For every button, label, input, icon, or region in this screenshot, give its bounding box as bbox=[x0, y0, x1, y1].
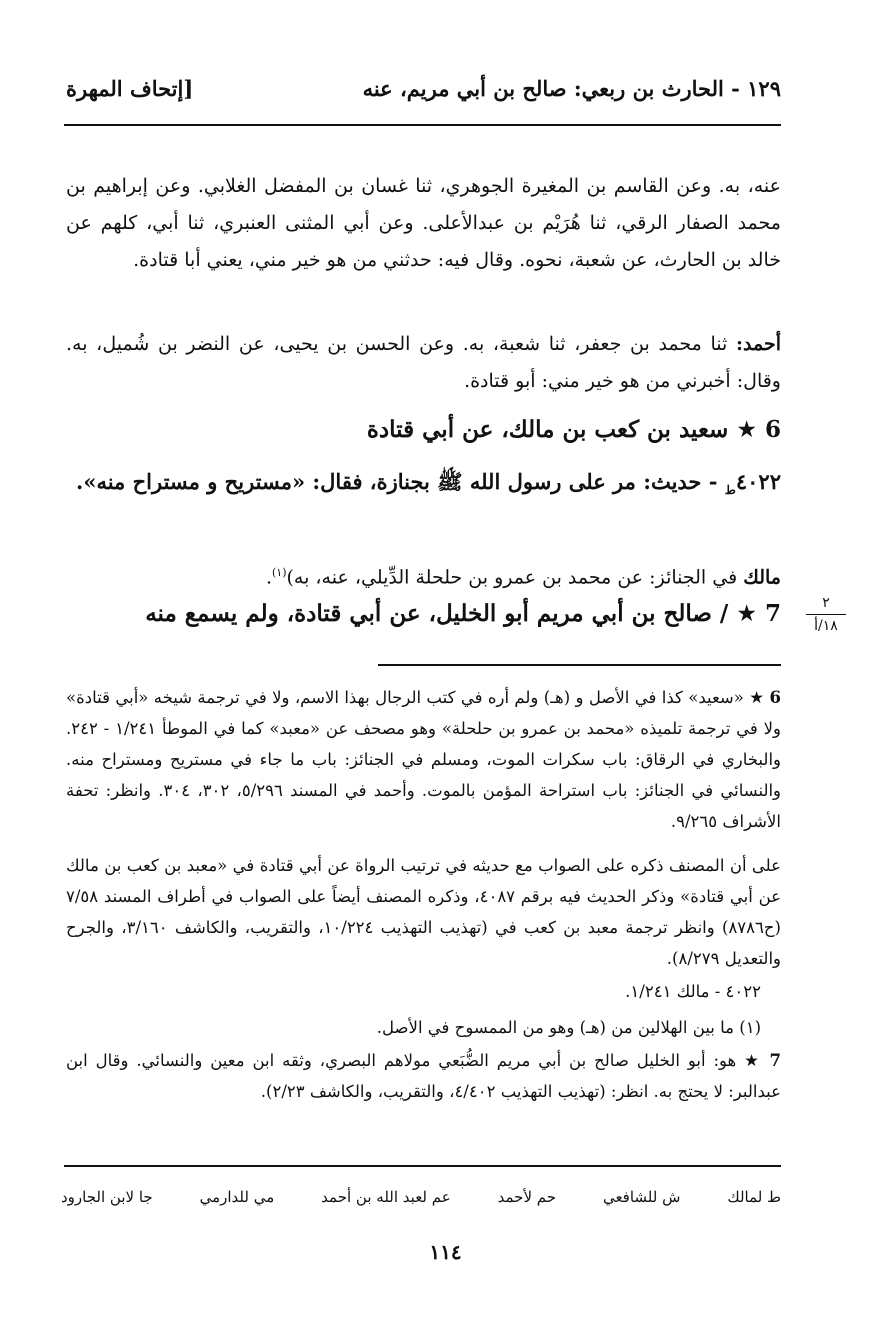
abbr-item: ط لمالك bbox=[727, 1188, 781, 1206]
abbreviation-rule bbox=[64, 1165, 781, 1167]
footnote-7 bbox=[66, 1045, 781, 1107]
manuscript-folio-note bbox=[806, 594, 846, 635]
narrator-number: 7 bbox=[764, 600, 781, 627]
page-number: ١١٤ bbox=[429, 1240, 462, 1264]
star-icon: ★ bbox=[736, 601, 757, 627]
narrator-title: سعيد بن كعب بن مالك، عن أبي قتادة bbox=[366, 416, 729, 443]
abbr-item: ش للشافعي bbox=[602, 1188, 681, 1206]
source-mark: ط bbox=[724, 483, 736, 498]
footnote-text: هو: أبو الخليل صالح بن أبي مريم الضُّبَعي مولاهم البصري، وثقه ابن معين والنسائي. وقال ابن عبدالبر: لا يحتج به. انظر: (تهذيب التهذيب ٤/٤٠٢، والتقريب، والكاشف ٢/٢٣). bbox=[66, 1051, 781, 1101]
paragraph-malik bbox=[66, 554, 781, 596]
footnote-rule bbox=[378, 664, 781, 666]
abbr-item: جا لابن الجارود bbox=[61, 1188, 153, 1206]
running-header-title: ١٢٩ - الحارث بن ربعي: صالح بن أبي مريم، عنه bbox=[362, 76, 781, 101]
footnote-text: «سعيد» كذا في الأصل و (هـ) ولم أره في كتب الرجال بهذا الاسم، ولا في ترجمة شيخه «أبي قتادة» ولا في ترجمة تلميذه «محمد بن عمرو بن حلحلة» وهو مصحف عن «معبد» كما في الموطأ ١/٢٤١ - ٢٤٢. والبخاري في الرقاق: باب سكرات الموت، ومسلم في الجنائز: باب ما جاء في مستريح ومستراح منه. والنسائي في الجنائز: باب استراحة المؤمن بالموت. وأحمد في المسند ٥/٢٩٦، ٣٠٢، ٣٠٤. وانظر: تحفة الأشراف ٩/٢٦٥. bbox=[66, 688, 782, 831]
running-header-book: [إتحاف المهرة bbox=[66, 76, 194, 101]
folio-slash: / bbox=[719, 600, 729, 627]
abbr-item: حم لأحمد bbox=[497, 1188, 557, 1206]
narrator-heading-6 bbox=[66, 410, 781, 450]
abbr-item: مي للدارمي bbox=[199, 1188, 275, 1206]
footnote-1: (١) ما بين الهلالين من (هـ) وهو من الممسوح في الأصل. bbox=[376, 1018, 761, 1037]
narrator-title: صالح بن أبي مريم أبو الخليل، عن أبي قتادة، ولم يسمع منه bbox=[145, 600, 712, 627]
paragraph-malik-text: في الجنائز: عن محمد بن عمرو بن حلحلة الدِّيلي، عنه، به) bbox=[286, 566, 738, 589]
hadith-text: - حديث: مر على رسول الله ﷺ بجنازة، فقال: «مستريح و مستراح منه». bbox=[76, 469, 718, 494]
footnote-6 bbox=[66, 682, 781, 837]
star-icon: ★ bbox=[744, 1051, 762, 1070]
abbr-item: عم لعبد الله بن أحمد bbox=[321, 1188, 451, 1206]
footnote-number: 7 bbox=[769, 1051, 782, 1070]
abbreviation-key bbox=[61, 1188, 781, 1206]
footnote-number: 6 bbox=[769, 688, 781, 707]
star-icon: ★ bbox=[749, 688, 765, 707]
footnote-4022: ٤٠٢٢ - مالك ١/٢٤١. bbox=[625, 982, 761, 1001]
folio-number: ١٨/أ bbox=[814, 618, 838, 634]
folio-volume: ٢ bbox=[822, 595, 830, 611]
footnote-6-continued: على أن المصنف ذكره على الصواب مع حديثه في ترتيب الرواة عن أبي قتادة في «معبد بن كعب بن مالك عن أبي قتادة» وذكر الحديث فيه برقم ٤٠٨٧، وذكره المصنف أيضاً على الصواب في أطراف المسند ٧/٥٨ (ح٨٧٨٦) وانظر ترجمة معبد بن كعب في (تهذيب التهذيب ١٠/٢٢٤، والتقريب، والكاشف ٣/١٦٠، والجرح والتعديل ٨/٢٧٩). bbox=[66, 856, 781, 968]
paragraph-chains: عنه، به. وعن القاسم بن المغيرة الجوهري، ثنا غسان بن المفضل الغلابي. وعن إبراهيم بن محمد الصفار الرقي، ثنا هُرَيْم بن عبدالأعلى. وعن أبي المثنى العنبري، ثنا أبي، كلهم عن خالد بن الحارث، عن شعبة، نحوه. وقال فيه: حدثني من هو خير مني، يعني أبا قتادة. bbox=[66, 175, 781, 271]
header-rule bbox=[64, 124, 781, 126]
source-name-malik: مالك bbox=[743, 566, 781, 589]
folio-divider bbox=[806, 614, 846, 615]
paragraph-ahmad-text: ثنا محمد بن جعفر، ثنا شعبة، به. وعن الحسن بن يحيى، عن النضر بن شُميل، به. وقال: أخبرني من هو خير مني: أبو قتادة. bbox=[66, 333, 781, 392]
footnote-ref: (١) bbox=[271, 566, 287, 579]
narrator-number: 6 bbox=[764, 416, 781, 443]
period: . bbox=[265, 566, 272, 589]
star-icon: ★ bbox=[736, 417, 757, 443]
hadith-number: ٤٠٢٢ bbox=[735, 469, 781, 494]
source-name-ahmad: أحمد: bbox=[736, 333, 781, 355]
paragraph-ahmad bbox=[66, 326, 781, 400]
narrator-heading-7 bbox=[66, 594, 781, 634]
hadith-entry bbox=[66, 462, 781, 510]
